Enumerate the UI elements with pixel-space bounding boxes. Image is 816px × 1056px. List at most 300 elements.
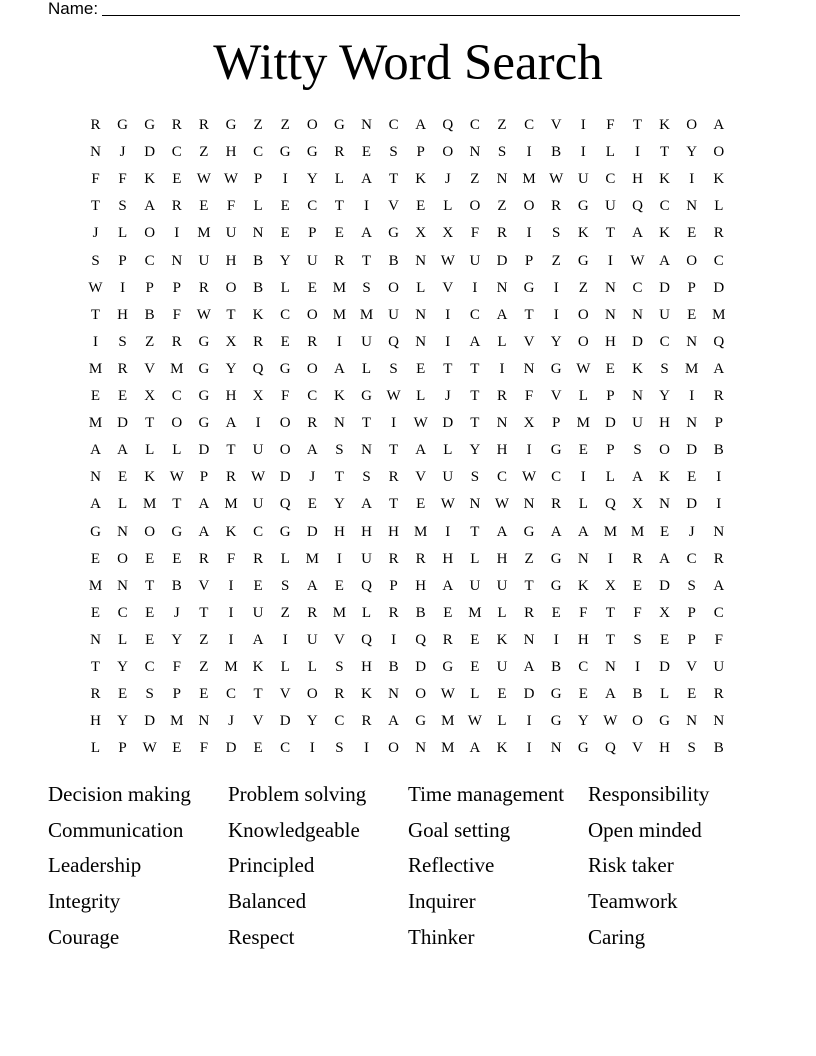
grid-letter: S: [145, 686, 154, 703]
grid-letter: R: [388, 469, 399, 486]
grid-letter: S: [633, 631, 642, 648]
grid-letter: I: [607, 550, 613, 567]
grid-letter: A: [333, 360, 345, 377]
grid-letter: T: [334, 198, 344, 215]
grid-letter: R: [415, 550, 426, 567]
grid-letter: W: [576, 360, 591, 377]
grid-letter: I: [526, 144, 532, 161]
grid-letter: N: [171, 252, 183, 269]
grid-letter: F: [714, 631, 723, 648]
grid-letter: I: [499, 360, 505, 377]
grid-letter: R: [632, 550, 643, 567]
word-list-item: Responsibility: [588, 782, 710, 806]
grid-letter: C: [578, 659, 589, 675]
grid-letter: A: [225, 415, 237, 432]
grid-letter: T: [470, 415, 480, 432]
grid-letter: T: [253, 686, 263, 703]
grid-letter: N: [90, 144, 101, 161]
grid-letter: A: [144, 198, 156, 215]
grid-letter: K: [361, 686, 372, 703]
grid-letter: P: [552, 415, 561, 432]
grid-letter: Z: [199, 631, 209, 648]
grid-letter: S: [335, 659, 344, 675]
grid-letter: E: [90, 388, 101, 404]
grid-letter: E: [90, 604, 101, 621]
grid-letter: C: [253, 523, 264, 540]
grid-letter: L: [605, 469, 615, 486]
grid-letter: K: [659, 225, 671, 242]
grid-letter: E: [280, 225, 290, 242]
grid-letter: T: [389, 171, 399, 188]
grid-letter: U: [604, 198, 616, 215]
grid-letter: N: [117, 523, 129, 540]
grid-letter: R: [90, 686, 101, 703]
grid-letter: I: [580, 144, 586, 161]
grid-letter: I: [174, 225, 180, 242]
grid-letter: H: [442, 550, 454, 567]
grid-row: [82, 600, 734, 627]
grid-letter: J: [688, 523, 695, 540]
grid-letter: L: [118, 496, 128, 513]
grid-letter: G: [117, 117, 129, 133]
grid-letter: D: [415, 659, 427, 675]
grid-letter: T: [470, 523, 480, 540]
grid-letter: H: [659, 740, 671, 757]
grid-letter: R: [496, 225, 507, 242]
grid-letter: C: [117, 604, 128, 621]
grid-letter: O: [144, 225, 156, 242]
grid-letter: C: [524, 117, 535, 133]
grid-letter: U: [361, 550, 372, 567]
grid-letter: R: [307, 604, 318, 621]
grid-letter: N: [604, 659, 616, 675]
grid-letter: R: [524, 604, 535, 621]
grid-letter: Y: [659, 388, 671, 404]
grid-letter: N: [577, 550, 589, 567]
grid-letter: I: [391, 631, 397, 648]
grid-letter: K: [333, 388, 345, 404]
grid-letter: G: [144, 117, 156, 133]
grid-row: [82, 735, 734, 762]
grid-row: [82, 139, 734, 166]
grid-letter: U: [306, 631, 318, 648]
grid-letter: U: [198, 252, 210, 269]
grid-letter: K: [496, 631, 508, 648]
grid-letter: Y: [550, 333, 562, 350]
grid-letter: D: [659, 659, 671, 675]
grid-letter: V: [415, 469, 427, 486]
grid-letter: I: [364, 198, 369, 215]
grid-letter: S: [687, 740, 696, 757]
grid-letter: N: [496, 415, 508, 432]
grid-letter: I: [716, 469, 722, 486]
grid-letter: V: [550, 117, 562, 133]
grid-letter: U: [306, 252, 318, 269]
grid-letter: D: [144, 713, 156, 730]
grid-letter: I: [336, 333, 342, 350]
grid-letter: G: [388, 225, 400, 242]
grid-letter: B: [388, 252, 399, 269]
grid-letter: A: [632, 225, 643, 242]
word-list-item: Teamwork: [588, 889, 678, 914]
grid-letter: F: [633, 604, 642, 621]
grid-letter: J: [444, 388, 451, 404]
grid-letter: Z: [470, 171, 480, 188]
grid-letter: L: [280, 279, 290, 296]
grid-letter: H: [496, 442, 508, 459]
grid-letter: G: [550, 686, 562, 703]
grid-letter: I: [580, 469, 586, 486]
grid-letter: O: [171, 415, 183, 432]
grid-letter: G: [171, 523, 183, 540]
grid-letter: A: [496, 523, 508, 540]
grid-letter: O: [686, 252, 698, 269]
grid-letter: F: [199, 740, 209, 757]
grid-letter: F: [579, 604, 588, 621]
grid-letter: O: [279, 442, 291, 459]
grid-letter: G: [577, 252, 589, 269]
word-list-item: Decision making: [48, 782, 191, 806]
grid-letter: T: [605, 631, 615, 648]
grid-letter: R: [551, 198, 562, 215]
grid-letter: F: [524, 388, 534, 404]
grid-letter: O: [659, 442, 671, 459]
grid-letter: Z: [497, 117, 507, 133]
grid-letter: A: [442, 577, 454, 594]
grid-letter: D: [686, 496, 698, 513]
grid-letter: L: [470, 550, 480, 567]
grid-letter: A: [469, 740, 481, 757]
word-list-item: Principled: [228, 853, 315, 878]
grid-letter: W: [603, 713, 618, 730]
grid-letter: X: [604, 577, 616, 594]
grid-letter: G: [577, 198, 589, 215]
grid-letter: D: [686, 442, 698, 459]
grid-letter: I: [526, 713, 532, 730]
grid-letter: G: [550, 360, 562, 377]
grid-letter: R: [713, 388, 724, 404]
grid-letter: H: [117, 306, 129, 323]
grid-letter: R: [334, 144, 345, 161]
grid-letter: N: [415, 333, 427, 350]
grid-letter: S: [389, 144, 398, 161]
grid-letter: G: [225, 117, 237, 133]
grid-letter: L: [443, 198, 453, 215]
grid-letter: S: [335, 740, 344, 757]
grid-letter: C: [253, 144, 264, 161]
grid-letter: F: [606, 117, 615, 133]
grid-letter: N: [117, 577, 129, 594]
grid-letter: L: [280, 659, 290, 675]
grid-letter: A: [604, 686, 616, 703]
grid-letter: L: [497, 713, 507, 730]
grid-letter: H: [632, 171, 643, 188]
grid-letter: U: [496, 577, 508, 594]
grid-letter: R: [713, 686, 724, 703]
grid-letter: Q: [632, 198, 643, 215]
grid-letter: Y: [333, 496, 345, 513]
grid-letter: I: [445, 306, 451, 323]
grid-letter: L: [253, 198, 263, 215]
grid-letter: E: [497, 686, 507, 703]
grid-letter: I: [607, 252, 613, 269]
word-list-item: Time management: [408, 782, 565, 806]
grid-letter: M: [630, 523, 645, 540]
grid-letter: I: [445, 333, 451, 350]
grid-letter: N: [333, 415, 345, 432]
grid-letter: C: [659, 333, 670, 350]
grid-letter: E: [632, 577, 643, 594]
grid-letter: W: [196, 306, 211, 323]
grid-letter: V: [523, 333, 535, 350]
grid-letter: M: [522, 171, 536, 188]
grid-letter: C: [144, 252, 155, 269]
grid-letter: R: [334, 686, 345, 703]
grid-letter: E: [551, 604, 561, 621]
grid-letter: V: [144, 360, 156, 377]
word-list-item: Leadership: [48, 853, 142, 878]
grid-letter: M: [170, 713, 184, 730]
grid-letter: O: [306, 306, 318, 323]
grid-letter: I: [282, 171, 288, 188]
grid-letter: Z: [578, 279, 588, 296]
grid-letter: O: [306, 686, 318, 703]
grid-letter: G: [523, 523, 535, 540]
grid-letter: J: [173, 604, 180, 621]
grid-letter: F: [226, 550, 236, 567]
grid-letter: E: [416, 496, 426, 513]
grid-letter: T: [389, 442, 399, 459]
word-list-item: Caring: [588, 924, 646, 949]
grid-letter: P: [606, 388, 615, 404]
grid-letter: T: [632, 117, 643, 133]
grid-letter: E: [578, 442, 588, 459]
grid-letter: M: [441, 740, 455, 757]
grid-letter: O: [577, 333, 589, 350]
grid-letter: T: [361, 415, 372, 432]
grid-letter: D: [496, 252, 508, 269]
grid-letter: G: [659, 713, 671, 730]
grid-letter: L: [118, 631, 128, 648]
grid-row: [82, 546, 734, 573]
grid-letter: A: [306, 577, 318, 594]
grid-letter: R: [334, 252, 345, 269]
grid-letter: M: [603, 523, 618, 540]
grid-letter: B: [551, 659, 562, 675]
grid-letter: A: [361, 171, 372, 188]
grid-letter: L: [416, 388, 426, 404]
grid-letter: R: [551, 496, 562, 513]
grid-letter: N: [415, 740, 427, 757]
grid-row: [82, 220, 734, 247]
grid-letter: A: [306, 442, 318, 459]
grid-letter: A: [90, 496, 101, 513]
grid-letter: X: [442, 225, 454, 242]
grid-letter: M: [197, 225, 211, 242]
grid-letter: E: [416, 198, 426, 215]
grid-letter: T: [524, 306, 534, 323]
grid-letter: H: [496, 550, 508, 567]
grid-letter: X: [144, 388, 156, 404]
grid-letter: J: [228, 713, 234, 730]
grid-letter: T: [90, 659, 101, 675]
grid-letter: G: [90, 523, 101, 540]
grid-letter: N: [523, 496, 535, 513]
grid-letter: L: [497, 604, 507, 621]
grid-letter: W: [440, 252, 455, 269]
grid-letter: P: [524, 252, 534, 269]
grid-letter: N: [415, 306, 427, 323]
grid-letter: R: [713, 225, 724, 242]
grid-letter: E: [172, 171, 182, 188]
grid-letter: K: [144, 171, 156, 188]
grid-letter: M: [332, 279, 347, 296]
grid-letter: D: [523, 686, 535, 703]
grid-letter: Z: [253, 117, 263, 133]
grid-letter: U: [252, 604, 264, 621]
grid-letter: W: [88, 279, 103, 296]
grid-letter: G: [279, 523, 291, 540]
grid-letter: Y: [577, 713, 589, 730]
grid-letter: L: [714, 198, 724, 215]
grid-letter: Y: [686, 144, 698, 161]
grid-letter: N: [252, 225, 264, 242]
grid-row: [82, 302, 734, 329]
grid-letter: E: [253, 577, 263, 594]
grid-letter: V: [632, 740, 643, 757]
grid-letter: C: [225, 686, 236, 703]
grid-letter: X: [252, 388, 264, 404]
grid-letter: E: [172, 550, 182, 567]
grid-letter: O: [306, 117, 318, 133]
grid-letter: S: [91, 252, 100, 269]
grid-letter: M: [170, 360, 184, 377]
grid-letter: D: [632, 333, 643, 350]
grid-letter: I: [716, 496, 722, 513]
grid-letter: Z: [280, 604, 290, 621]
grid-letter: K: [713, 171, 725, 188]
grid-letter: E: [660, 631, 670, 648]
word-list-item: Reflective: [408, 853, 495, 878]
grid-letter: D: [604, 415, 616, 432]
grid-letter: D: [279, 713, 291, 730]
grid-letter: U: [577, 171, 589, 188]
word-list-item: Courage: [48, 924, 120, 949]
grid-letter: A: [388, 713, 400, 730]
grid-letter: Q: [361, 631, 372, 648]
grid-letter: Y: [279, 252, 291, 269]
grid-letter: L: [443, 442, 453, 459]
grid-letter: A: [415, 117, 427, 133]
grid-letter: S: [118, 198, 127, 215]
grid-letter: L: [578, 388, 588, 404]
grid-letter: F: [281, 388, 290, 404]
grid-letter: F: [226, 198, 236, 215]
grid-letter: T: [199, 604, 209, 621]
grid-letter: A: [632, 469, 643, 486]
grid-letter: C: [659, 198, 670, 215]
grid-letter: N: [659, 496, 671, 513]
grid-letter: O: [686, 117, 698, 133]
grid-letter: Z: [199, 659, 209, 675]
grid-letter: F: [470, 225, 480, 242]
grid-letter: I: [526, 225, 532, 242]
grid-letter: S: [335, 442, 344, 459]
grid-letter: V: [279, 686, 291, 703]
grid-letter: K: [659, 469, 671, 486]
grid-letter: D: [659, 577, 671, 594]
grid-letter: D: [225, 740, 237, 757]
grid-letter: Z: [524, 550, 534, 567]
grid-letter: J: [92, 225, 99, 242]
grid-letter: P: [389, 577, 398, 594]
grid-letter: B: [713, 740, 724, 757]
grid-letter: C: [632, 279, 643, 296]
grid-letter: Z: [280, 117, 290, 133]
grid-letter: L: [118, 225, 128, 242]
grid-letter: U: [388, 306, 400, 323]
grid-letter: N: [198, 713, 210, 730]
grid-letter: F: [172, 659, 181, 675]
grid-letter: E: [145, 604, 155, 621]
grid-letter: B: [551, 144, 562, 161]
grid-letter: E: [199, 198, 209, 215]
grid-letter: C: [280, 306, 291, 323]
grid-letter: O: [144, 523, 156, 540]
grid-letter: K: [659, 171, 671, 188]
grid-letter: I: [553, 306, 559, 323]
grid-letter: R: [307, 333, 318, 350]
grid-letter: E: [687, 469, 697, 486]
grid-letter: S: [118, 333, 127, 350]
grid-letter: B: [253, 279, 264, 296]
grid-letter: G: [550, 550, 562, 567]
word-list-item: Inquirer: [408, 889, 476, 914]
grid-letter: G: [198, 333, 210, 350]
grid-letter: T: [226, 306, 236, 323]
grid-letter: E: [280, 333, 290, 350]
grid-letter: K: [577, 577, 589, 594]
grid-letter: R: [90, 117, 101, 133]
grid-letter: I: [635, 659, 640, 675]
grid-letter: W: [494, 496, 510, 513]
grid-letter: C: [713, 604, 724, 621]
grid-letter: G: [550, 577, 562, 594]
grid-letter: W: [251, 469, 266, 486]
grid-letter: N: [388, 686, 400, 703]
grid-letter: E: [280, 198, 290, 215]
grid-letter: M: [224, 659, 238, 675]
grid-letter: I: [635, 144, 640, 161]
grid-letter: T: [90, 198, 101, 215]
grid-letter: G: [415, 713, 427, 730]
grid-letter: A: [577, 523, 589, 540]
grid-letter: T: [470, 388, 480, 404]
grid-letter: O: [469, 198, 481, 215]
grid-letter: H: [333, 523, 345, 540]
grid-letter: N: [632, 388, 643, 404]
word-list-item: Open minded: [588, 817, 702, 842]
grid-letter: H: [361, 523, 372, 540]
grid-letter: A: [713, 117, 725, 133]
grid-letter: T: [470, 360, 480, 377]
grid-letter: Q: [279, 496, 291, 513]
grid-letter: Q: [388, 333, 400, 350]
grid-letter: O: [388, 740, 400, 757]
grid-letter: X: [659, 604, 671, 621]
grid-letter: N: [632, 306, 643, 323]
grid-letter: A: [550, 523, 562, 540]
